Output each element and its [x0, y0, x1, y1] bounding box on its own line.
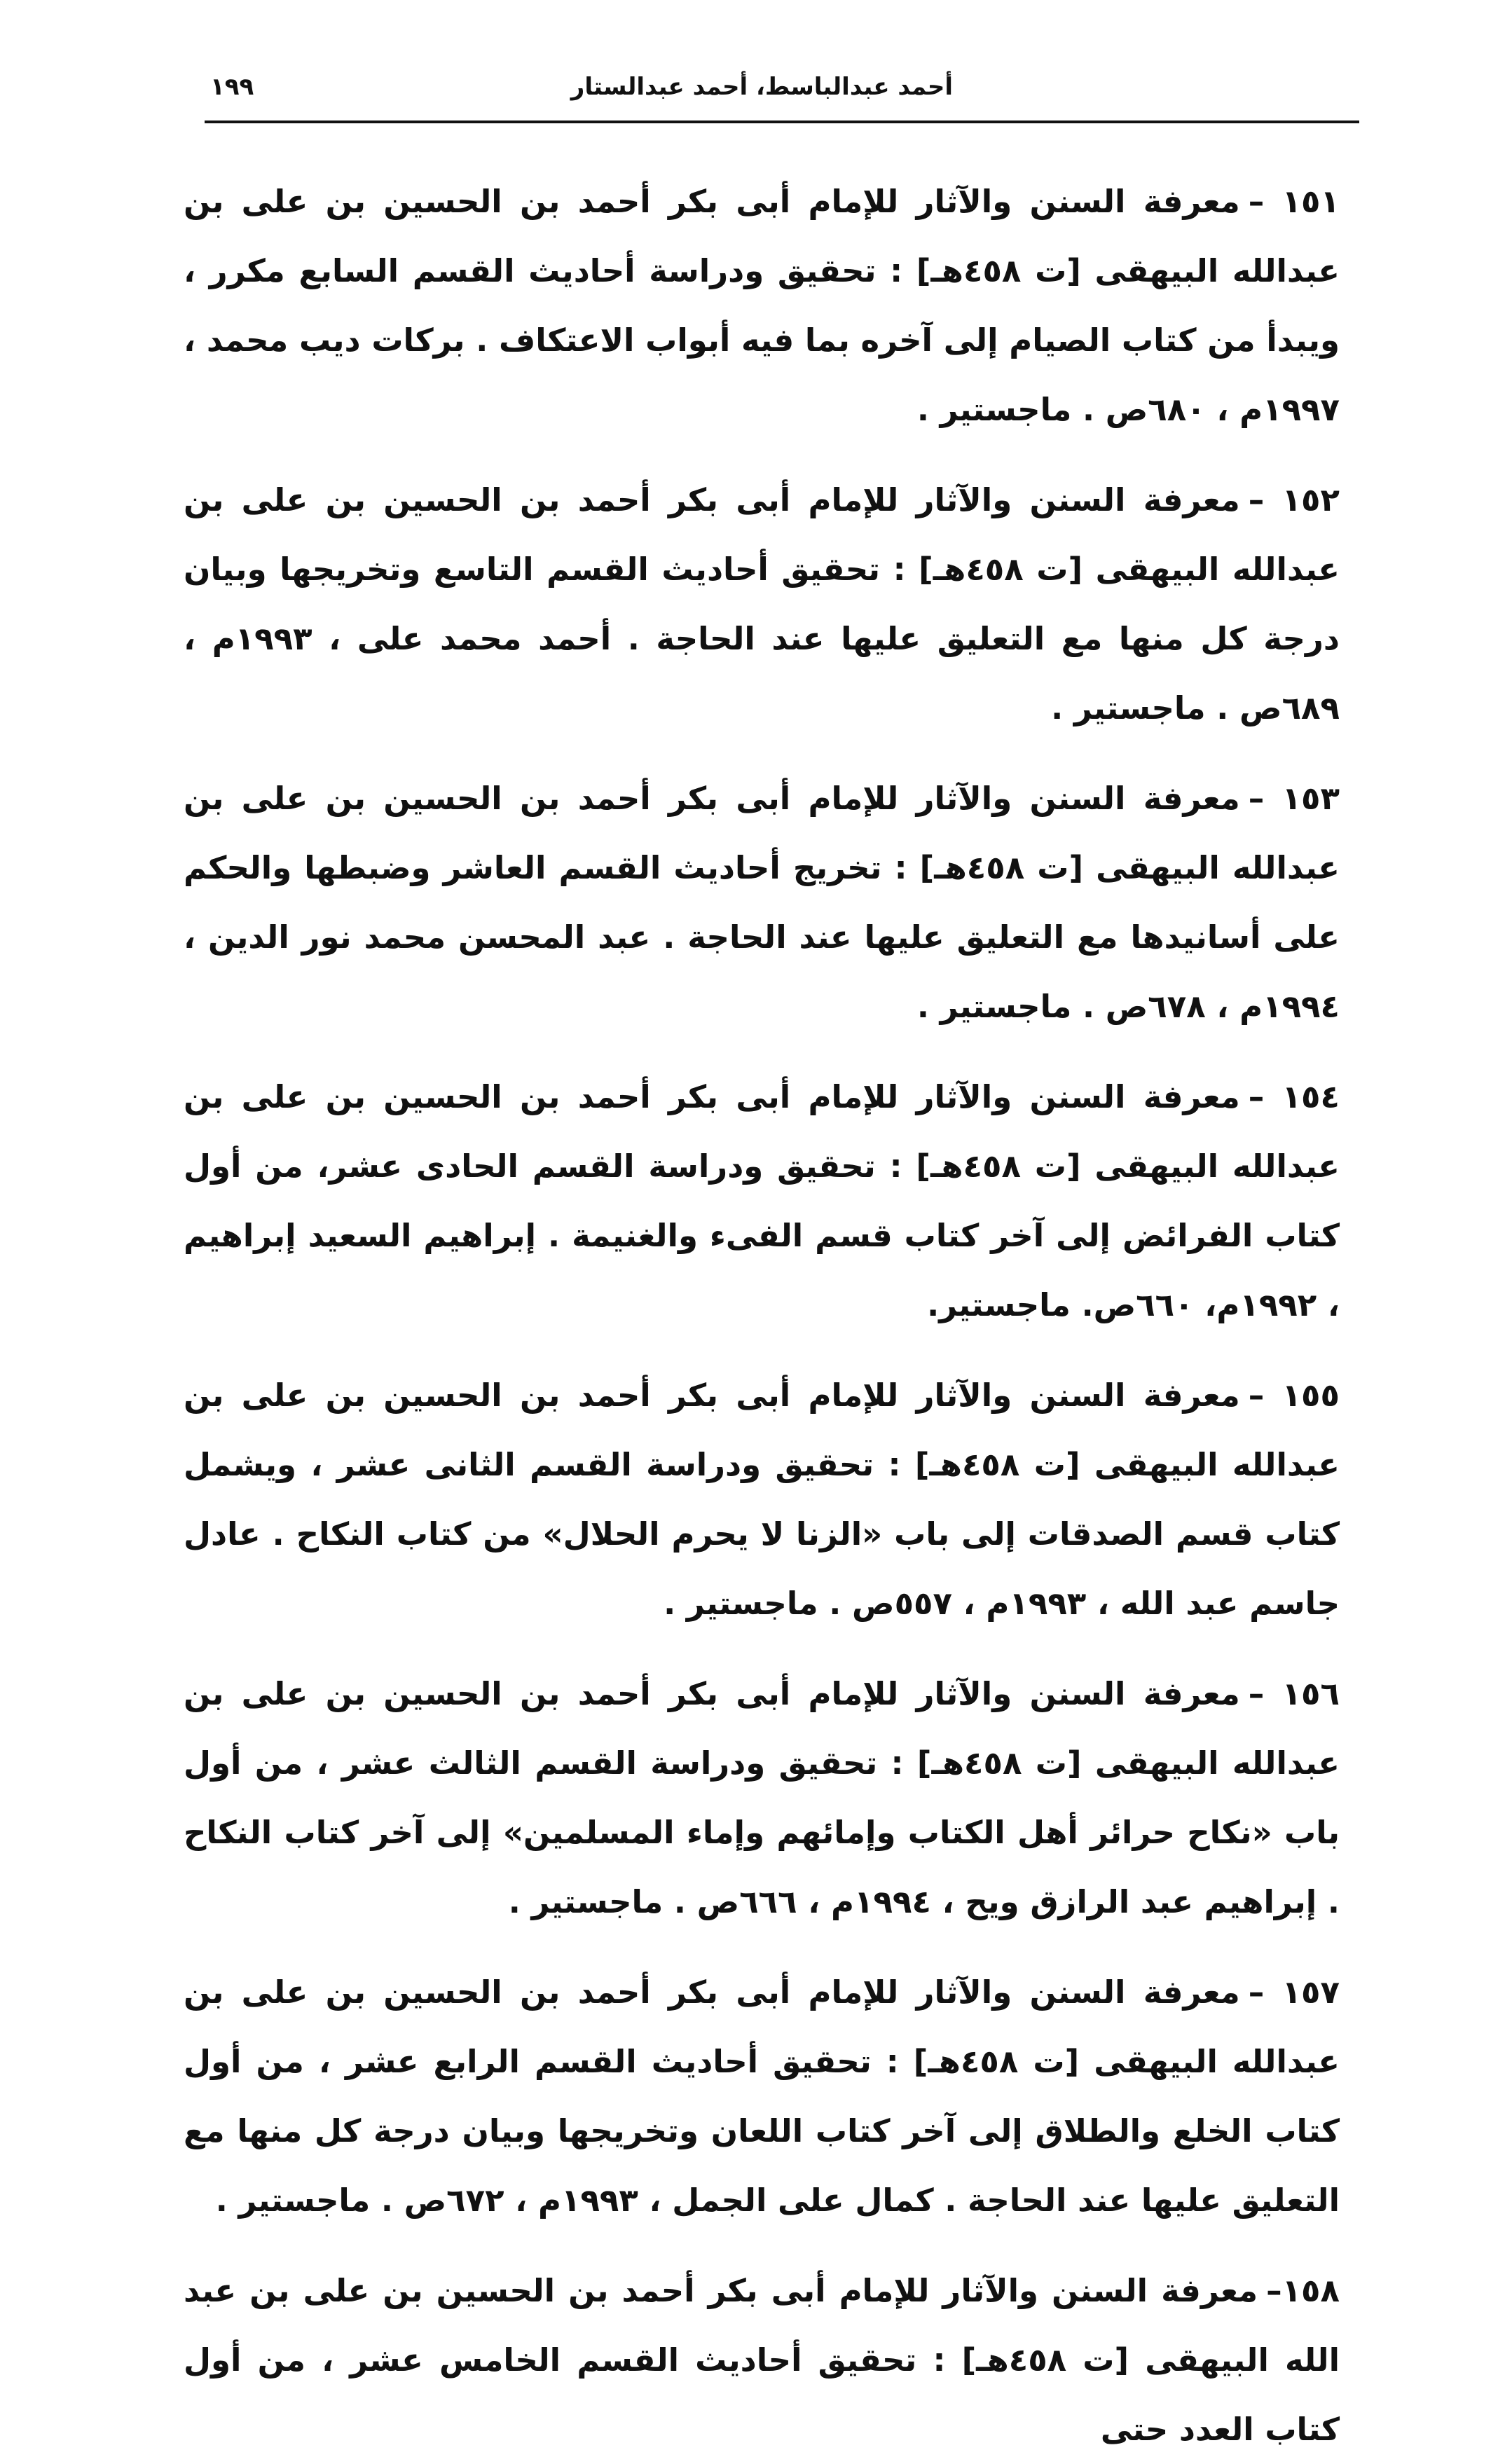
entry-number: ١٥٦ – [1248, 1675, 1340, 1712]
header-author: أحمد عبدالباسط، أحمد عبدالستار [570, 73, 953, 101]
entry-text: معرفة السنن والآثار للإمام أبى بكر أحمد بن الحسين بن على بن عبدالله البيهقى [ت ٤٥٨هـ] : تحقيق ودراسة القسم الثانى عشر ، ويشمل كتاب قسم الصدقات إلى باب «الزنا لا يحرم الحلال» من كتاب النكاح . عادل جاسم عبد الله ، ١٩٩٣م ، ٥٥٧ص . ماجستير . [184, 1377, 1340, 1622]
entry-text: معرفة السنن والآثار للإمام أبى بكر أحمد بن الحسين بن على بن عبد الله البيهقى [ت ٤٥٨هـ] : تحقيق أحاديث القسم الخامس عشر ، من أول كتاب العدد حتى [184, 2272, 1340, 2448]
entry-text: معرفة السنن والآثار للإمام أبى بكر أحمد بن الحسين بن على بن عبدالله البيهقى [ت ٤٥٨هـ] : تحقيق ودراسة أحاديث القسم السابع مكرر ، ويبدأ من كتاب الصيام إلى آخره بما فيه أبواب الاعتكاف . بركات ديب محمد ، ١٩٩٧م ، ٦٨٠ص . ماجستير . [184, 183, 1340, 428]
header-rule [205, 121, 1359, 123]
entry-text: معرفة السنن والآثار للإمام أبى بكر أحمد بن الحسين بن على بن عبدالله البيهقى [ت ٤٥٨هـ] : تحقيق ودراسة القسم الحادى عشر، من أول كتاب الفرائض إلى آخر كتاب قسم الفىء والغنيمة . إبراهيم السعيد إبراهيم ، ١٩٩٢م، ٦٦٠ص. ماجستير. [184, 1078, 1340, 1323]
entry-text: معرفة السنن والآثار للإمام أبى بكر أحمد بن الحسين بن على بن عبدالله البيهقى [ت ٤٥٨هـ] : تحقيق ودراسة القسم الثالث عشر ، من أول باب «نكاح حرائر أهل الكتاب وإمائهم وإماء المسلمين» إلى آخر كتاب النكاح . إبراهيم عبد الرازق ويح ، ١٩٩٤م ، ٦٦٦ص . ماجستير . [184, 1675, 1340, 1920]
list-item [184, 2256, 1340, 2464]
entry-number: ١٥٧ – [1248, 1974, 1340, 2011]
list-item [184, 465, 1340, 743]
list-item [184, 167, 1340, 444]
entry-text: معرفة السنن والآثار للإمام أبى بكر أحمد بن الحسين بن على بن عبدالله البيهقى [ت ٤٥٨هـ] : تحقيق أحاديث القسم الرابع عشر ، من أول كتاب الخلع والطلاق إلى آخر كتاب اللعان وتخريجها وبيان درجة كل منها مع التعليق عليها عند الحاجة . كمال على الجمل ، ١٩٩٣م ، ٦٧٢ص . ماجستير . [184, 1974, 1340, 2219]
list-item [184, 764, 1340, 1041]
list-item [184, 1957, 1340, 2235]
running-header [203, 73, 1359, 115]
entry-number: ١٥٢ – [1248, 481, 1340, 518]
entry-text: معرفة السنن والآثار للإمام أبى بكر أحمد بن الحسين بن على بن عبدالله البيهقى [ت ٤٥٨هـ] : تخريج أحاديث القسم العاشر وضبطها والحكم على أسانيدها مع التعليق عليها عند الحاجة . عبد المحسن محمد نور الدين ، ١٩٩٤م ، ٦٧٨ص . ماجستير . [184, 780, 1340, 1025]
entry-number: ١٥٨– [1266, 2272, 1340, 2309]
list-item [184, 1062, 1340, 1340]
entry-number: ١٥٣ – [1248, 780, 1340, 817]
entry-number: ١٥٤ – [1248, 1078, 1340, 1115]
entry-text: معرفة السنن والآثار للإمام أبى بكر أحمد بن الحسين بن على بن عبدالله البيهقى [ت ٤٥٨هـ] : تحقيق أحاديث القسم التاسع وتخريجها وبيان درجة كل منها مع التعليق عليها عند الحاجة . أحمد محمد على ، ١٩٩٣م ، ٦٨٩ص . ماجستير . [184, 481, 1340, 727]
page-number: ١٩٩ [210, 73, 254, 101]
bibliography-list [184, 167, 1340, 2448]
entry-number: ١٥٥ – [1248, 1377, 1340, 1414]
list-item [184, 1659, 1340, 1936]
list-item [184, 1361, 1340, 1638]
entry-number: ١٥١ – [1248, 183, 1340, 220]
